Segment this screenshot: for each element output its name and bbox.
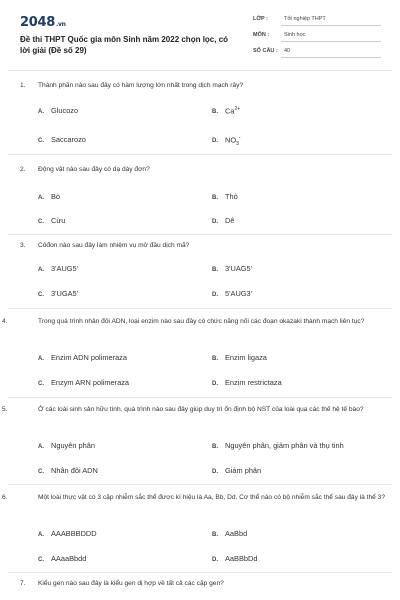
option-a[interactable] bbox=[38, 106, 78, 115]
meta-value: Tốt nghiệp THPT bbox=[284, 16, 326, 22]
option-text: Glucozo bbox=[51, 106, 79, 115]
option-text: Cừu bbox=[51, 216, 66, 225]
option-c[interactable] bbox=[38, 378, 129, 387]
meta-row-class bbox=[253, 14, 381, 30]
option-text: Nguyên phân, giảm phân và thụ tinh bbox=[225, 441, 344, 450]
question-text bbox=[20, 578, 380, 590]
option-text: Ca bbox=[225, 106, 235, 116]
question-body: Thành phần nào sau đây có hàm lượng lớn nhất trong dịch mạch rây? bbox=[38, 82, 244, 89]
option-b[interactable] bbox=[212, 529, 247, 538]
option-a[interactable] bbox=[38, 529, 97, 538]
option-letter: A. bbox=[38, 532, 44, 538]
option-b[interactable] bbox=[212, 264, 252, 273]
option-text: NO bbox=[225, 135, 237, 145]
option-b[interactable] bbox=[212, 441, 344, 450]
question-number: 5. bbox=[2, 406, 8, 413]
option-d[interactable] bbox=[212, 554, 257, 563]
option-text: Bò bbox=[51, 192, 61, 201]
logo-suffix: .vn bbox=[55, 21, 66, 28]
question-divider bbox=[8, 154, 392, 155]
option-c[interactable] bbox=[38, 289, 78, 298]
question-text bbox=[20, 240, 380, 252]
option-text: Enzim restrictaza bbox=[225, 378, 282, 387]
question-divider bbox=[8, 234, 392, 235]
option-text: Nguyên phân bbox=[51, 441, 95, 450]
meta-label: LỚP : bbox=[253, 16, 268, 22]
option-c[interactable] bbox=[38, 466, 98, 475]
question-body: Kiểu gen nào sau đây là kiểu gen dị hợp về tất cả các cặp gen? bbox=[38, 580, 224, 587]
option-letter: D. bbox=[212, 381, 218, 387]
page-title: Đề thi THPT Quốc gia môn Sinh năm 2022 chọn lọc, có lời giải (Đề số 29) bbox=[20, 35, 229, 55]
meta-underline bbox=[281, 25, 381, 26]
option-letter: C. bbox=[38, 219, 44, 225]
option-letter: D. bbox=[212, 557, 218, 563]
option-letter: C. bbox=[38, 557, 44, 563]
option-letter: A. bbox=[38, 109, 44, 115]
meta-row-count bbox=[253, 46, 381, 62]
question-text bbox=[2, 316, 398, 328]
option-c[interactable] bbox=[38, 554, 86, 563]
exam-header bbox=[0, 0, 400, 78]
option-text: 3'AUG5' bbox=[51, 264, 79, 273]
option-letter: B. bbox=[212, 356, 218, 362]
option-text: Enzim ligaza bbox=[225, 353, 267, 362]
question-body: Động vật nào sau đây có dạ dày đơn? bbox=[38, 166, 150, 173]
option-text: Dê bbox=[225, 216, 235, 225]
option-d[interactable] bbox=[212, 289, 252, 298]
option-b[interactable] bbox=[212, 106, 240, 115]
option-text: Saccarozo bbox=[51, 135, 86, 144]
subscript-number: 3 bbox=[236, 140, 239, 147]
question-divider bbox=[8, 397, 392, 398]
option-c[interactable] bbox=[38, 216, 65, 225]
superscript-charge: 2+ bbox=[234, 106, 241, 112]
meta-value: Sinh học bbox=[284, 32, 306, 38]
question-divider bbox=[8, 484, 392, 485]
option-d[interactable] bbox=[212, 216, 234, 225]
question-number: 6. bbox=[2, 494, 8, 501]
option-text: AAABBBDDD bbox=[51, 529, 97, 538]
header-divider bbox=[8, 70, 392, 71]
superscript-charge: - bbox=[238, 135, 241, 141]
option-letter: C. bbox=[38, 292, 44, 298]
option-text: AAaaBbdd bbox=[51, 554, 87, 563]
question-body: Côđon nào sau đây làm nhiệm vụ mở đầu dịch mã? bbox=[38, 242, 190, 249]
option-a[interactable] bbox=[38, 264, 78, 273]
option-letter: D. bbox=[212, 469, 218, 475]
option-text: Thỏ bbox=[225, 192, 238, 201]
option-text: 3'UAG5' bbox=[225, 264, 253, 273]
question-number: 2. bbox=[20, 166, 26, 173]
option-letter: A. bbox=[38, 195, 44, 201]
option-a[interactable] bbox=[38, 192, 60, 201]
option-text: 3'UGA5' bbox=[51, 289, 79, 298]
option-letter: B. bbox=[212, 444, 218, 450]
option-b[interactable] bbox=[212, 192, 238, 201]
option-text: AaBBbDd bbox=[225, 554, 258, 563]
option-text: 5'AUG3' bbox=[225, 289, 253, 298]
option-d[interactable] bbox=[212, 466, 261, 475]
option-d[interactable] bbox=[212, 135, 241, 147]
meta-label: SỐ CÂU : bbox=[253, 48, 278, 54]
question-text bbox=[2, 404, 398, 416]
option-d[interactable] bbox=[212, 378, 282, 387]
site-logo[interactable] bbox=[20, 15, 66, 30]
question-number: 7. bbox=[20, 580, 26, 587]
option-letter: C. bbox=[38, 469, 44, 475]
option-text: Enzim ADN polimeraza bbox=[51, 353, 127, 362]
option-text: AaBbd bbox=[225, 529, 248, 538]
option-letter: B. bbox=[212, 195, 218, 201]
option-letter: B. bbox=[212, 532, 218, 538]
question-body: Ở các loài sinh sản hữu tính, quá trình nào sau đây giúp duy trì ổn định bộ NST của loài qua các thế hệ tế bào? bbox=[38, 406, 364, 413]
option-letter: D. bbox=[212, 219, 218, 225]
meta-underline bbox=[281, 57, 381, 58]
option-letter: B. bbox=[212, 109, 218, 116]
option-text: Enzym ARN polimeraza bbox=[51, 378, 130, 387]
meta-underline bbox=[281, 41, 381, 42]
logo-text: 2048 bbox=[20, 15, 55, 30]
question-divider bbox=[8, 308, 392, 309]
question-number: 1. bbox=[20, 82, 26, 89]
option-a[interactable] bbox=[38, 353, 127, 362]
question-body: Một loài thực vật có 3 cặp nhiễm sắc thể được kí hiệu là Aa, Bb, Dd. Cơ thể nào có bộ nhiễm sắc thể sau đây là thể 3? bbox=[38, 494, 385, 501]
option-letter: A. bbox=[38, 444, 44, 450]
option-letter: A. bbox=[38, 356, 44, 362]
option-text: Nhân đôi ADN bbox=[51, 466, 98, 475]
question-number: 3. bbox=[20, 242, 26, 249]
question-text bbox=[20, 164, 380, 176]
question-number: 4. bbox=[2, 318, 8, 325]
option-letter: B. bbox=[212, 267, 218, 273]
question-body: Trong quá trình nhân đôi ADN, loại enzim nào sau đây có chức năng nối các đoạn okazaki thành mạch liên tục? bbox=[38, 318, 365, 325]
meta-value: 40 bbox=[284, 48, 291, 54]
option-letter: C. bbox=[38, 381, 44, 387]
option-letter: A. bbox=[38, 267, 44, 273]
option-text: Giảm phân bbox=[225, 466, 262, 475]
meta-row-subject bbox=[253, 30, 381, 46]
option-b[interactable] bbox=[212, 353, 267, 362]
exam-meta bbox=[253, 14, 381, 62]
question-divider bbox=[8, 572, 392, 573]
question-text bbox=[20, 80, 380, 92]
option-letter: D. bbox=[212, 292, 218, 298]
option-letter: D. bbox=[212, 138, 218, 145]
meta-label: MÔN : bbox=[253, 32, 270, 38]
option-c[interactable] bbox=[38, 135, 86, 144]
option-letter: C. bbox=[38, 138, 44, 144]
option-a[interactable] bbox=[38, 441, 95, 450]
question-text bbox=[2, 492, 398, 504]
